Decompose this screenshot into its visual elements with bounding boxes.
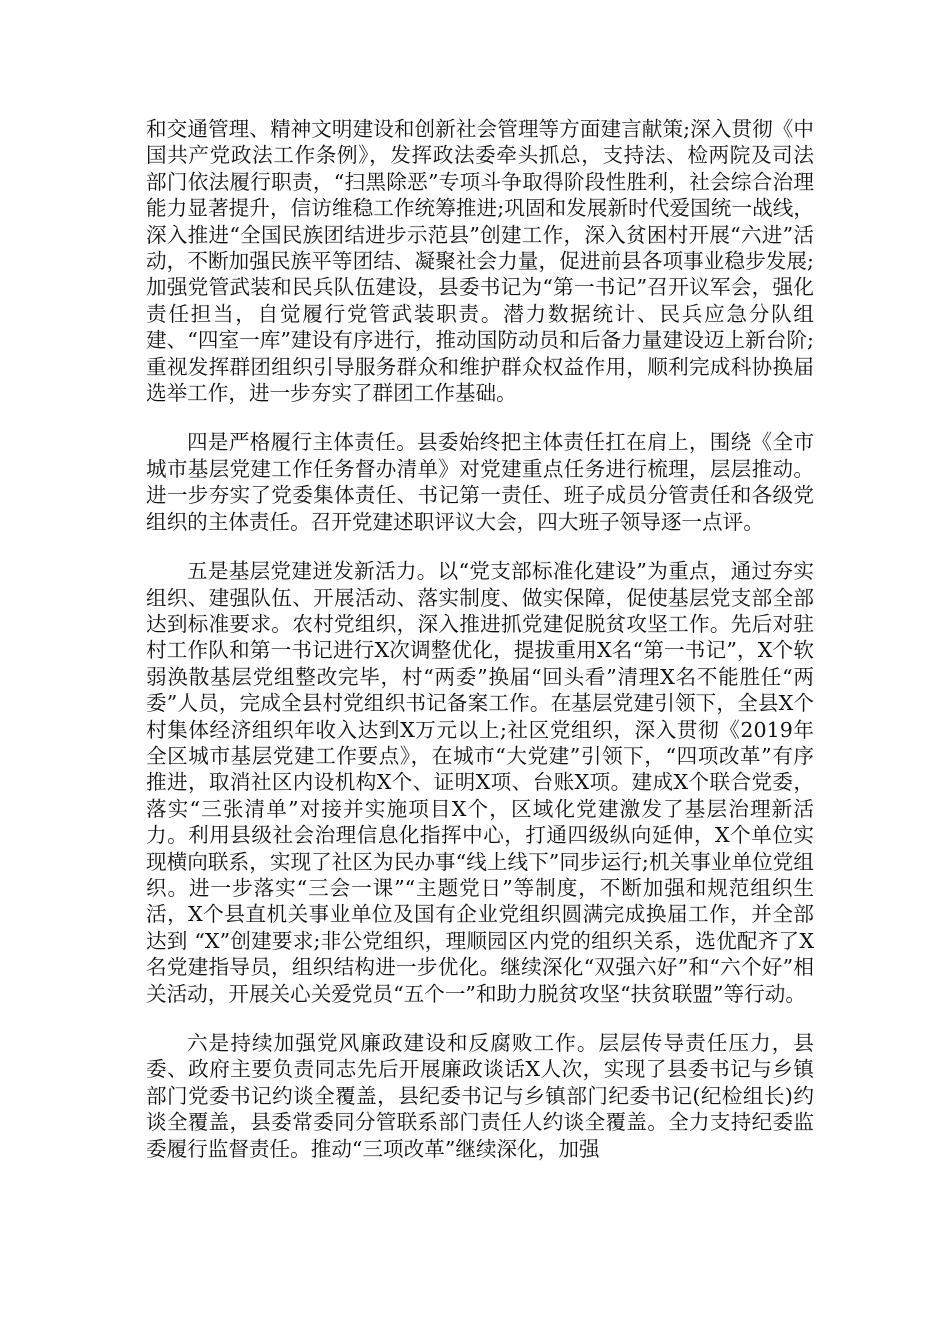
paragraph-continuation: 和交通管理、精神文明建设和创新社会管理等方面建言献策;深入贯彻《中国共产党政法工作条例》，发挥政法委牵头抓总，支持法、检两院及司法部门依法履行职责，“扫黑除恶”专项斗争取得阶段性胜利，社会综合治理能力显著提升，信访维稳工作统筹推进;巩固和发展新时代爱国统一战线，深入推进“全国民族团结进步示范县”创建工作，深入贫困村开展“六进”活动，不断加强民族平等团结、凝聚社会力量，促进前县各项事业稳步发展;加强党管武装和民兵队伍建设，县委书记为“第一书记”召开议军会，强化责任担当，自觉履行党管武装职责。潜力数据统计、民兵应急分队组建、“四室一库”建设有序进行，推动国防动员和后备力量建设迈上新台阶;重视发挥群团组织引导服务群众和维护群众权益作用，顺利完成科协换届选举工作，进一步夯实了群团工作基础。 [146,117,814,406]
document-body [146,116,814,1162]
paragraph-section-five: 五是基层党建迸发新活力。以“党支部标准化建设”为重点，通过夯实组织、建强队伍、开展活动、落实制度、做实保障，促使基层党支部全部达到标准要求。农村党组织，深入推进抓党建促脱贫攻坚工作。先后对驻村工作队和第一书记进行X次调整优化，提拔重用X名“第一书记”，X个软弱涣散基层党组整改完毕，村“两委”换届“回头看”清理X名不能胜任“两委”人员，完成全县村党组织书记备案工作。在基层党建引领下，全县X个村集体经济组织年收入达到X万元以上;社区党组织，深入贯彻《2019年全区城市基层党建工作要点》，在城市“大党建”引领下，“四项改革”有序推进，取消社区内设机构X个、证明X项、台账X项。建成X个联合党委，落实“三张清单”对接并实施项目X个，区域化党建激发了基层治理新活力。利用县级社会治理信息化指挥中心，打通四级纵向延伸，X个单位实现横向联系，实现了社区为民办事“线上线下”同步运行;机关事业单位党组织。进一步落实“三会一课”“主题党日”等制度，不断加强和规范组织生活，X个县直机关事业单位及国有企业党组织圆满完成换届工作，并全部达到 “X”创建要求;非公党组织，理顺园区内党的组织关系，选优配齐了X名党建指导员，组织结构进一步优化。继续深化“双强六好”和“六个好”相关活动，开展关心关爱党员“五个一”和助力脱贫攻坚“扶贫联盟”等行动。 [146,559,814,1006]
paragraph-section-six: 六是持续加强党风廉政建设和反腐败工作。层层传导责任压力，县委、政府主要负责同志先后开展廉政谈话X人次，实现了县委书记与乡镇部门党委书记约谈全覆盖，县纪委书记与乡镇部门纪委书记(纪检组长)约谈全覆盖，县委常委同分管联系部门责任人约谈全覆盖。全力支持纪委监委履行监督责任。推动“三项改革”继续深化，加强 [146,1031,814,1161]
paragraph-section-four: 四是严格履行主体责任。县委始终把主体责任扛在肩上，围绕《全市城市基层党建工作任务督办清单》对党建重点任务进行梳理，层层推动。进一步夯实了党委集体责任、书记第一责任、班子成员分管责任和各级党组织的主体责任。召开党建述职评议大会，四大班子领导逐一点评。 [146,430,814,534]
